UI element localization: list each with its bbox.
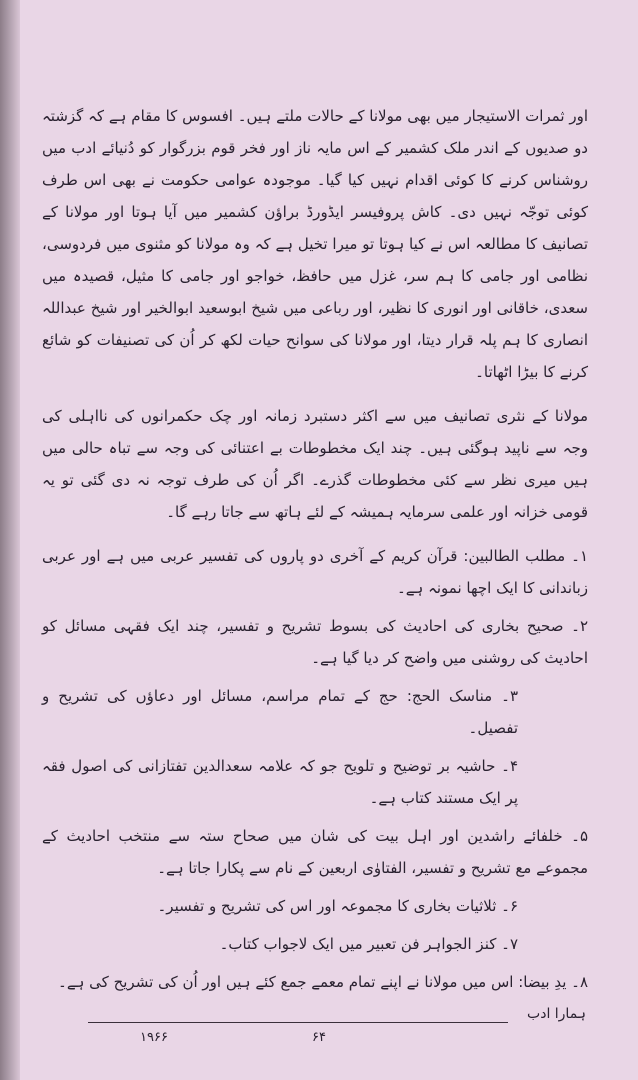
list-item: ۸۔ یدِ بیضا: اس میں مولانا نے اپنے تمام معمے جمع کئے ہیں اور اُن کی تشریح کی ہے۔: [58, 973, 588, 991]
list-item: ۶۔ ثلاثیات بخاری کا مجموعہ اور اس کی تشریح و تفسیر۔: [157, 897, 518, 915]
list-item: ۳۔ مناسک الحج: حج کے تمام مراسم، مسائل اور دعاؤں کی تشریح و تفصیل۔: [42, 687, 518, 737]
body-text: [42, 100, 588, 528]
paragraph-2: مولانا کے نثری تصانیف میں سے اکثر دستبرد زمانہ اور چک حکمرانوں کی نااہلی کی وجہ سے ناپید ہوگئی ہیں۔ چند ایک مخطوطات بے اعتنائی کی وجہ سے تباہ حالی میں ہیں میری نظر سے کئی مخطوطات گذرے۔ اگر اُن کی طرف توجہ نہ دی گئی تو یہ قومی خزانہ اور علمی سرمایہ ہمیشہ کے لئے ہاتھ سے جاتا رہے گا۔: [42, 407, 588, 521]
list-item: ۱۔ مطلب الطالبین: قرآن کریم کے آخری دو پاروں کی تفسیر عربی میں ہے اور عربی زباندانی کا ایک اچھا نمونہ ہے۔: [42, 547, 588, 597]
list-item: ۷۔ کنز الجواہر فن تعبیر میں ایک لاجواب کتاب۔: [219, 935, 518, 953]
list-item: ۲۔ صحیح بخاری کی احادیث کی بسوط تشریح و تفسیر، چند ایک فقہی مسائل کو احادیث کی روشنی میں واضح کر دیا گیا ہے۔: [42, 617, 588, 667]
footer-journal-name: ہمارا ادب: [527, 1006, 586, 1022]
footer-divider: [88, 1022, 508, 1023]
footer-year: ۱۹۶۶: [140, 1030, 168, 1045]
list-item: ۵۔ خلفائے راشدین اور اہل بیت کی شان میں صحاح ستہ سے منتخب احادیث کے مجموعے مع تشریح و تفسیر، الفتاوٰی اربعین کے نام سے پکارا جاتا ہے۔: [42, 827, 588, 877]
works-list: [42, 540, 588, 998]
paragraph-1: اور ثمرات الاستیجار میں بھی مولانا کے حالات ملتے ہیں۔ افسوس کا مقام ہے کہ گزشتہ دو صدیوں کے اندر ملک کشمیر کے اس مایہ ناز اور فخر قوم بزرگوار کو دُنیائے ادب میں روشناس کرنے کا کوئی اقدام نہیں کیا گیا۔ موجودہ عوامی حکومت نے بھی اس طرف کوئی توجّہ نہیں دی۔ کاش پروفیسر ایڈورڈ براؤن کشمیر میں آیا ہوتا اور مولانا کے تصانیف کا مطالعہ اس نے کیا ہوتا تو میرا تخیل ہے کہ وہ مولانا کو مثنوی میں فردوسی، نظامی اور جامی کا ہم سر، غزل میں حافظ، خواجو اور جامی کا مثیل، قصیدہ میں سعدی، خاقانی اور انوری کا نظیر، اور رباعی میں شیخ ابوسعید ابوالخیر اور شیخ عبداللہ انصاری کا ہم پلہ قرار دیتا، اور مولانا کی سوانح حیات لکھ کر اُن کی تصنیفات کو شائع کرنے کا بیڑا اٹھاتا۔: [42, 107, 588, 381]
list-item: ۴۔ حاشیہ بر توضیح و تلویح جو کہ علامہ سعدالدین تفتازانی کی اصول فقہ پر ایک مستند کتاب ہے۔: [42, 757, 518, 807]
page-number: ۶۴: [312, 1030, 326, 1045]
